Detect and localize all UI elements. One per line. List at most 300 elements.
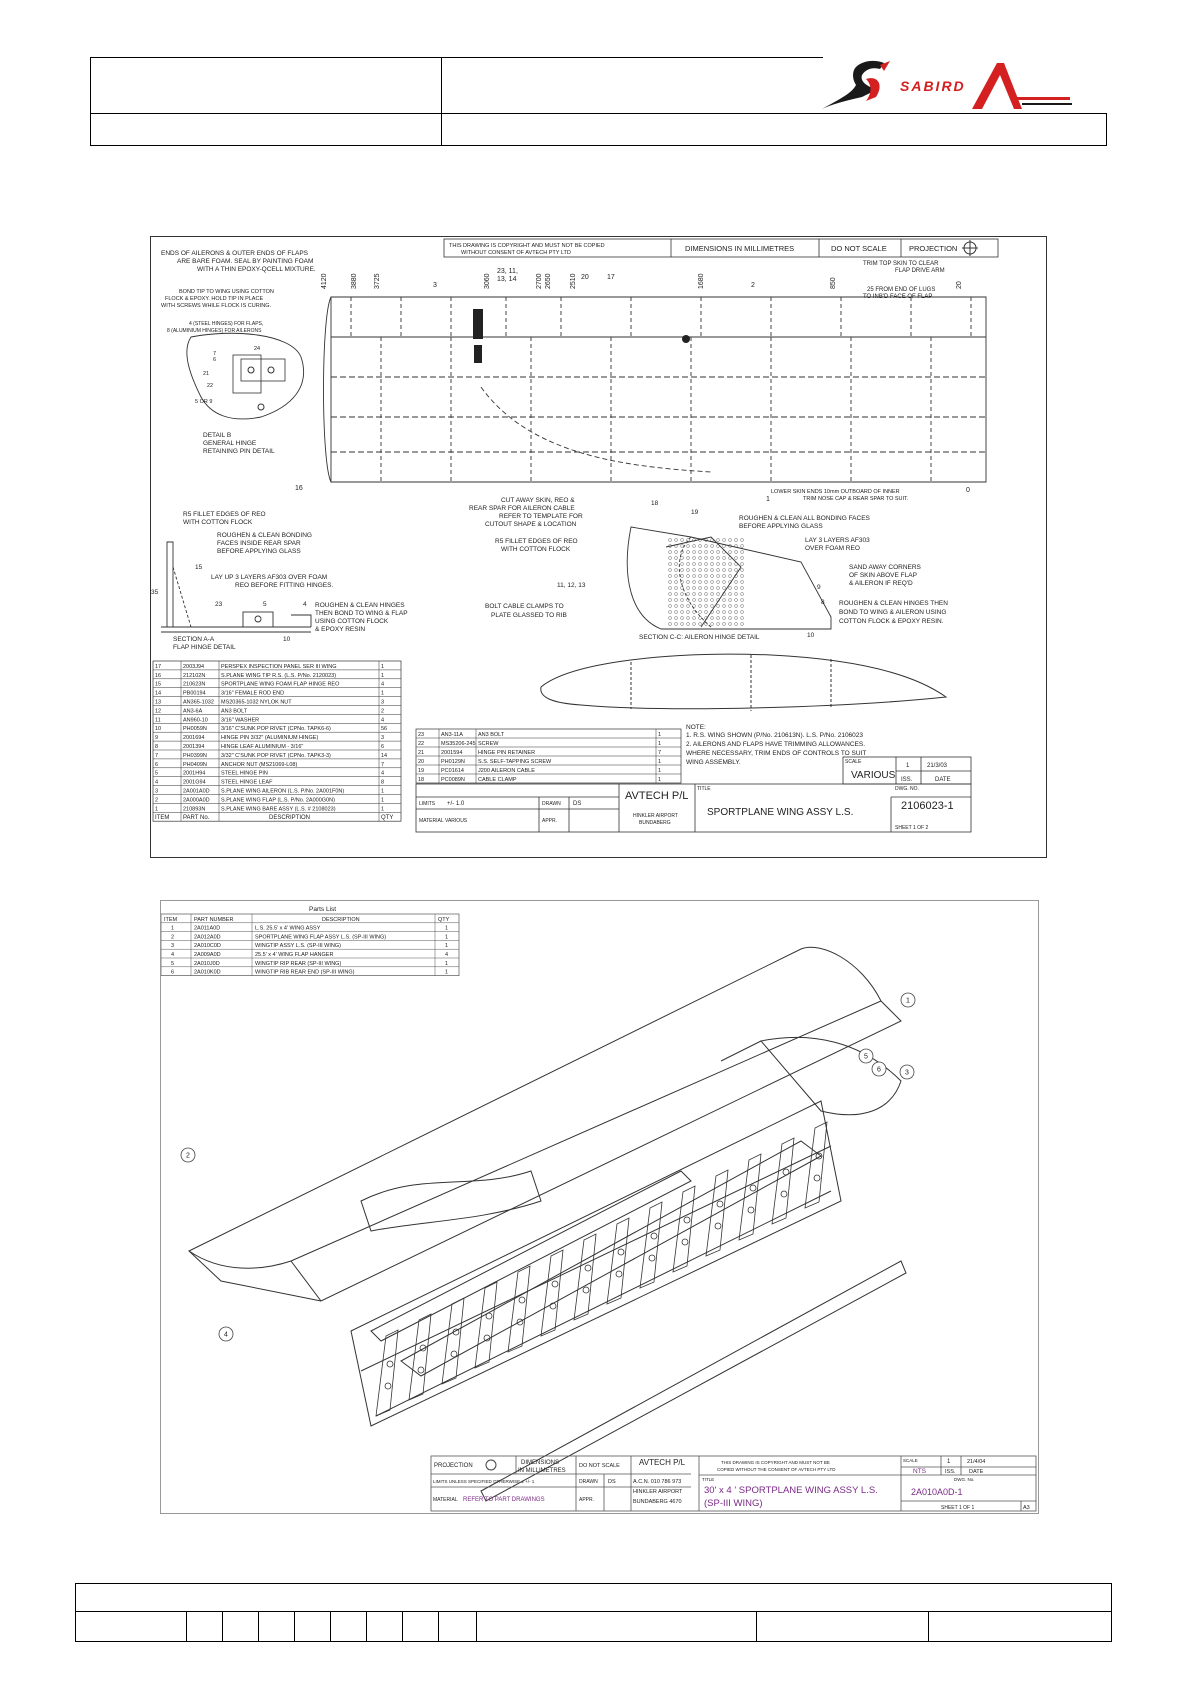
section-cc-label: 9 — [817, 584, 821, 591]
footer-cell-divider — [476, 1612, 477, 1641]
parts-cell: 13 — [155, 699, 162, 706]
note-line: WHERE NECESSARY, TRIM ENDS OF CONTROLS TO SUIT — [686, 750, 867, 757]
parts-cell: 4 — [381, 717, 385, 724]
tb-title: 30' x 4 ' SPORTPLANE WING ASSY L.S. — [704, 1485, 878, 1496]
header-divider — [441, 58, 442, 145]
tb-company: AVTECH P/L — [625, 790, 689, 802]
footer-cell-divider — [366, 1612, 367, 1641]
tb-sheet: SHEET 1 OF 1 — [941, 1505, 975, 1511]
parts-list-title: Parts List — [309, 906, 337, 913]
footer-cell-divider — [928, 1612, 929, 1641]
parts-header-cell: DESCRIPTION — [322, 916, 360, 923]
hinge-marker — [682, 335, 690, 343]
callout-number: 3 — [433, 282, 437, 289]
lightening-hole — [385, 1383, 391, 1389]
note-bond-tip: BOND TIP TO WING USING COTTON — [179, 289, 274, 295]
tb-material: REFER TO PART DRAWINGS — [463, 1497, 545, 1503]
section-cc-note: REAR SPAR FOR AILERON CABLE — [469, 505, 575, 512]
parts-header-cell: QTY — [438, 916, 450, 923]
parts-cell: 22 — [418, 741, 425, 747]
section-aa-note: FACES INSIDE REAR SPAR — [217, 540, 301, 547]
parts-cell: 21 — [418, 750, 425, 756]
parts-cell: STEEL HINGE PIN — [221, 770, 268, 777]
tb-limits: LIMITS UNLESS SPECIFIED OTHERWISE ± +/- 1 — [433, 1479, 535, 1484]
section-aa-note: WITH COTTON FLOCK — [183, 519, 253, 526]
parts-cell: 3 — [171, 943, 175, 950]
section-cc-note: WITH COTTON FLOCK — [501, 546, 571, 553]
tb-label: ISS. — [901, 777, 913, 783]
parts-cell: WINGTIP RIB REAR END (SP-III WING) — [255, 969, 355, 976]
parts-cell: 4 — [381, 770, 385, 777]
parts-cell: 1 — [381, 797, 385, 804]
parts-cell: 2003J94 — [183, 663, 205, 670]
note-ends-ailerons: WITH A THIN EPOXY-QCELL MIXTURE. — [197, 266, 316, 273]
parts-cell: 1 — [381, 672, 385, 679]
parts-cell: 1 — [445, 934, 449, 941]
parts-cell: 2001G94 — [183, 779, 206, 786]
tb-label: LIMITS — [419, 801, 436, 807]
tb-scale: VARIOUS — [851, 770, 896, 781]
parts-cell: PH0399N — [183, 752, 207, 759]
parts-cell: 1 — [381, 663, 385, 670]
parts-cell: 4 — [445, 952, 449, 958]
parts-cell: 2A000A0D — [183, 797, 210, 804]
section-aa-note: & EPOXY RESIN — [315, 626, 366, 633]
dimension-value: 2650 — [545, 273, 552, 289]
parts-cell: WINGTIP RIP REAR (SP-III WING) — [255, 960, 342, 967]
lightening-hole — [649, 1255, 655, 1261]
section-cc-note: & AILERON IF REQ'D — [849, 580, 913, 587]
dimension-value: 1680 — [698, 273, 705, 289]
parts-header-cell: QTY — [381, 815, 394, 822]
tb-label: SCALE — [845, 759, 862, 765]
parts-cell: 20 — [418, 759, 425, 765]
tb-limits: +/- 1.0 — [447, 801, 465, 807]
lightening-hole — [748, 1207, 754, 1213]
parts-cell: S.S. SELF-TAPPING SCREW — [478, 759, 552, 765]
parts-header-cell: ITEM — [164, 916, 178, 923]
tb-label: MATERIAL — [419, 818, 444, 824]
parts-cell: 56 — [381, 726, 388, 733]
callout-number: 2 — [751, 282, 755, 289]
note-bond-tip: FLOCK & EPOXY. HOLD TIP IN PLACE — [165, 296, 264, 302]
copyright-line: THIS DRAWING IS COPYRIGHT AND MUST NOT BE COPIED — [449, 243, 605, 249]
parts-cell: 1 — [171, 925, 175, 932]
lightening-hole — [715, 1223, 721, 1229]
parts-list-table — [153, 661, 401, 821]
balloon-number: 5 — [864, 1053, 868, 1061]
tb-label: MATERIAL — [433, 1497, 458, 1503]
parts-cell: 1 — [445, 969, 449, 976]
section-cc-note: CUT AWAY SKIN, REO & — [501, 497, 575, 504]
lightening-hole — [717, 1201, 723, 1207]
parts-cell: HINGE PIN RETAINER — [478, 750, 536, 756]
section-cc-note: BOLT CABLE CLAMPS TO — [485, 603, 564, 610]
tb-label: TITLE — [702, 1477, 715, 1482]
parts-header-cell: ITEM — [155, 815, 170, 822]
section-aa-label: 15 — [195, 564, 203, 571]
note-hinges: 4 (STEEL HINGES) FOR FLAPS, — [189, 321, 264, 327]
tb-label: DWG. No. — [954, 1477, 975, 1482]
balloon-number: 1 — [906, 997, 910, 1005]
parts-cell: 210623N — [183, 681, 206, 688]
parts-cell: 2A012A0D — [194, 934, 221, 941]
parts-cell: 3 — [381, 735, 385, 742]
lightening-hole — [486, 1313, 492, 1319]
hinge-marker — [473, 309, 483, 339]
parts-list-table-3 — [161, 914, 459, 976]
tb-address: BUNDABERG — [639, 820, 671, 826]
parts-cell: 10 — [155, 726, 162, 733]
note-lower-skin: LOWER SKIN ENDS 10mm OUTBOARD OF INNER — [771, 489, 900, 495]
tb-company: AVTECH P/L — [639, 1458, 686, 1467]
parts-cell: 8 — [381, 779, 385, 786]
callout-number: 1 — [766, 496, 770, 503]
section-cc-label: 11, 12, 13 — [557, 582, 586, 589]
company-logo — [822, 57, 1082, 115]
engineering-drawing-wing-assy — [150, 236, 1047, 858]
logo-underline-2 — [1022, 103, 1072, 105]
lightening-hole — [682, 1239, 688, 1245]
footer-cell-divider — [186, 1612, 187, 1641]
tb-drawn: DS — [608, 1479, 616, 1485]
footer-divider — [76, 1611, 1111, 1612]
balloon-number: 2 — [186, 1152, 190, 1160]
parts-cell: 1 — [381, 788, 385, 795]
section-aa-note: BEFORE APPLYING GLASS — [217, 548, 301, 555]
parts-cell: PERSPEX INSPECTION PANEL SER III WING — [221, 663, 337, 670]
parts-cell: 6 — [381, 744, 385, 750]
section-cc-note: COTTON FLOCK & EPOXY RESIN. — [839, 618, 944, 625]
parts-cell: PH0059N — [183, 726, 207, 733]
wing-isometric — [189, 947, 906, 1501]
section-cc-note: BOND TO WING & AILERON USING — [839, 609, 947, 616]
dimension-value: 2510 — [570, 273, 577, 289]
section-cc-note: SAND AWAY CORNERS — [849, 564, 921, 571]
note-line: 2. AILERONS AND FLAPS HAVE TRIMMING ALLOWANCES. — [686, 741, 866, 748]
parts-cell: 1 — [658, 777, 662, 783]
document-footer-table — [75, 1583, 1112, 1642]
section-cc-note: ROUGHEN & CLEAN HINGES THEN — [839, 600, 948, 607]
parts-cell: S.PLANE WING AILERON (L.S. P/No. 2A001F0N) — [221, 788, 345, 795]
parts-cell: AN3 BOLT — [221, 708, 248, 715]
drawing-1-canvas — [151, 237, 1046, 857]
parts-cell: 1 — [658, 741, 662, 747]
tb-title: SPORTPLANE WING ASSY L.S. — [707, 807, 854, 818]
note-lugs: 25 FROM END OF LUGS — [867, 287, 936, 293]
parts-cell: 18 — [418, 777, 425, 783]
parts-cell: 2A009A0D — [194, 952, 221, 958]
parts-cell: 7 — [381, 761, 385, 768]
parts-cell: MS20365-1032 NYLOK NUT — [221, 699, 292, 706]
parts-cell: L.S. 25.5' x 4' WING ASSY — [255, 925, 321, 932]
engineering-drawing-isometric — [160, 900, 1039, 1514]
section-aa-label: 35 — [151, 589, 159, 596]
footer-cell-divider — [402, 1612, 403, 1641]
rib — [607, 1218, 629, 1304]
parts-cell: 2 — [155, 797, 159, 804]
lightening-hole — [618, 1249, 624, 1255]
tb-address: HINKLER AIRPORT — [633, 1489, 683, 1495]
parts-cell: STEEL HINGE LEAF — [221, 779, 273, 786]
section-cc-note: OF SKIN ABOVE FLAP — [849, 572, 917, 579]
parts-cell: 19 — [418, 768, 425, 774]
tb-label: DWG. NO. — [895, 786, 919, 792]
note-hinges: 8 (ALUMINIUM HINGES) FOR AILERONS — [167, 328, 262, 334]
parts-cell: ANCHOR NUT (MS21069-L08) — [221, 761, 298, 768]
tb-title: (SP-III WING) — [704, 1498, 763, 1509]
balloon-number: 4 — [224, 1331, 228, 1339]
parts-cell: AN3-6A — [183, 708, 203, 715]
section-aa-title: FLAP HINGE DETAIL — [173, 644, 236, 651]
lightening-hole — [651, 1233, 657, 1239]
logo-letter-a — [972, 63, 1022, 109]
tb-iss: 1 — [947, 1459, 951, 1465]
parts-cell: CABLE CLAMP — [478, 777, 517, 783]
foam-reo-hatch — [666, 537, 746, 627]
section-cc-label: 18 — [651, 500, 659, 507]
parts-cell: 1 — [658, 732, 662, 738]
parts-cell: PC0089N — [441, 777, 465, 783]
hinge-marker — [474, 345, 482, 363]
drawing-2-canvas — [161, 901, 1038, 1513]
parts-cell: SPORTPLANE WING FLAP ASSY L.S. (SP-III WING) — [255, 934, 387, 941]
parts-cell: 8 — [155, 744, 159, 750]
tb-label: DATE — [969, 1469, 984, 1475]
parts-cell: 7 — [155, 752, 159, 759]
lightening-hole — [781, 1191, 787, 1197]
callout-number: 23, 11, — [497, 268, 518, 275]
section-cc-label: 19 — [691, 509, 699, 516]
tb-dimensions: DIMENSIONS — [521, 1460, 560, 1466]
parts-cell: PH0409N — [183, 761, 207, 768]
aerofoil-profile — [541, 654, 946, 709]
rib — [508, 1266, 530, 1352]
parts-cell: PB00194 — [183, 690, 206, 697]
parts-cell: 3/16" FEMALE ROD END — [221, 690, 285, 697]
note-ends-ailerons: ENDS OF AILERONS & OUTER ENDS OF FLAPS — [161, 250, 309, 257]
parts-cell: 14 — [155, 690, 162, 697]
section-aa-note: LAY UP 3 LAYERS AF303 OVER FOAM — [211, 574, 328, 581]
logo-wordmark: SABIRD — [900, 78, 966, 94]
callout-number: 0 — [966, 487, 970, 494]
detail-b-title: DETAIL B — [203, 432, 232, 439]
tb-copyright: THIS DRAWING IS COPYRIGHT AND MUST NOT BE — [721, 1460, 830, 1465]
section-aa-label: 4 — [303, 601, 307, 608]
section-aa-note: REO BEFORE FITTING HINGES. — [235, 582, 334, 589]
tb-label: TITLE — [697, 786, 711, 792]
detail-b-label: 6 — [213, 357, 217, 363]
parts-cell: 2 — [381, 708, 385, 715]
tb-date: 21/4/04 — [967, 1459, 986, 1465]
parts-cell: AN960-10 — [183, 717, 208, 724]
tb-iss: 1 — [906, 763, 910, 769]
note-lower-skin: TRIM NOSE CAP & REAR SPAR TO SUIT. — [803, 496, 909, 502]
parts-cell: HINGE LEAF ALUMINIUM - 3/16" — [221, 744, 304, 750]
parts-cell: WINGTIP ASSY L.S. (SP-III WING) — [255, 943, 341, 950]
parts-cell: PH0129N — [441, 759, 465, 765]
tb-label: DRAWN — [542, 801, 561, 807]
lightening-hole — [814, 1175, 820, 1181]
section-aa-note: R5 FILLET EDGES OF REO — [183, 511, 266, 518]
tb-drawing-number: 2A010A0D-1 — [911, 1487, 963, 1497]
parts-cell: 2001594 — [441, 750, 463, 756]
section-aa-title: SECTION A-A — [173, 636, 215, 643]
parts-cell: S.PLANE WING FLAP (L.S. P/No. 2A000G0N) — [221, 797, 335, 804]
parts-cell: 17 — [155, 663, 162, 670]
parts-cell: 5 — [155, 770, 159, 777]
footer-cell-divider — [294, 1612, 295, 1641]
parts-cell: 2001394 — [183, 744, 205, 750]
tb-projection: PROJECTION — [434, 1463, 473, 1469]
rib — [673, 1186, 695, 1272]
lightening-hole — [418, 1367, 424, 1373]
section-cc-note: CUTOUT SHAPE & LOCATION — [485, 521, 577, 528]
parts-cell: J200 AILERON CABLE — [478, 768, 535, 774]
detail-b-label: 7 — [213, 351, 217, 357]
detail-b-title: RETAINING PIN DETAIL — [203, 448, 275, 455]
tb-acn: A.C.N. 010 786 973 — [633, 1479, 682, 1485]
parts-header-cell: PART No. — [183, 815, 210, 822]
balloon-number: 3 — [905, 1069, 909, 1077]
section-aa-note: ROUGHEN & CLEAN BONDING — [217, 532, 312, 539]
parts-cell: 15 — [155, 681, 162, 688]
dimension-value: 2700 — [536, 273, 543, 289]
section-cc-note: BEFORE APPLYING GLASS — [739, 523, 823, 530]
copyright-line: WITHOUT CONSENT OF AVTECH PTY LTD — [461, 250, 571, 256]
section-aa-note: USING COTTON FLOCK — [315, 618, 389, 625]
parts-cell: 6 — [171, 969, 175, 976]
parts-cell: 1 — [658, 759, 662, 765]
detail-b-label: 21 — [203, 371, 210, 377]
section-cc-note: PLATE GLASSED TO RIB — [491, 612, 567, 619]
section-aa-label: 5 — [263, 601, 267, 608]
parts-cell: 212102N — [183, 672, 206, 679]
parts-cell: 4 — [381, 681, 385, 688]
callout-number: 16 — [295, 485, 303, 492]
parts-cell: 9 — [155, 735, 159, 742]
parts-cell: 2A010C0D — [194, 943, 221, 950]
parts-cell: 23 — [418, 732, 425, 738]
parts-cell: 3 — [381, 699, 385, 706]
parts-header-cell: PART NUMBER — [194, 916, 234, 923]
callout-number: 13, 14 — [497, 276, 517, 283]
tb-do-not-scale: DO NOT SCALE — [579, 1463, 620, 1469]
logo-underline — [1012, 97, 1070, 100]
rib — [409, 1314, 431, 1400]
parts-cell: 4 — [155, 779, 159, 786]
section-aa-note: THEN BOND TO WING & FLAP — [315, 610, 408, 617]
parts-cell: AN365-1032 — [183, 699, 214, 706]
parts-cell: 3 — [155, 788, 159, 795]
tb-dimensions: IN MILLIMETRES — [518, 1468, 566, 1474]
balloon-number: 6 — [877, 1066, 881, 1074]
tb-address: HINKLER AIRPORT — [633, 813, 678, 819]
section-cc-title: SECTION C-C: AILERON HINGE DETAIL — [639, 634, 760, 641]
tb-size: A3 — [1023, 1505, 1030, 1511]
parts-cell: 1 — [445, 960, 449, 967]
tb-label: ISS. — [945, 1469, 956, 1475]
section-aa-label: 10 — [283, 636, 291, 643]
parts-cell: MS35206-245 — [441, 741, 476, 747]
rib — [574, 1234, 596, 1320]
lightening-hole — [783, 1169, 789, 1175]
footer-cell-divider — [222, 1612, 223, 1641]
lightening-hole — [451, 1351, 457, 1357]
rib — [376, 1330, 398, 1416]
do-not-scale-note: DO NOT SCALE — [831, 244, 887, 253]
parts-cell: AN3-11A — [441, 732, 463, 738]
tb-date: 21/3/03 — [927, 763, 948, 769]
detail-b-label: 5 OR 9 — [195, 399, 213, 405]
tb-scale: NTS — [913, 1468, 926, 1475]
note-line: WING ASSEMBLY. — [686, 759, 741, 766]
tb-material: VARIOUS — [445, 818, 468, 824]
parts-cell: 1 — [381, 690, 385, 697]
parts-cell: 12 — [155, 708, 162, 715]
parts-cell: 1 — [445, 943, 449, 950]
detail-b-label: 22 — [207, 383, 214, 389]
lightening-hole — [684, 1217, 690, 1223]
tb-sheet: SHEET 1 OF 2 — [895, 825, 929, 831]
tb-label: DRAWN — [579, 1479, 598, 1485]
projection-label: PROJECTION — [909, 244, 958, 253]
footer-cell-divider — [258, 1612, 259, 1641]
tb-address: BUNDABERG 4670 — [633, 1499, 682, 1505]
wing-plan-view — [324, 297, 987, 482]
dimension-value: 3060 — [484, 273, 491, 289]
note-ends-ailerons: ARE BARE FOAM. SEAL BY PAINTING FOAM — [177, 258, 314, 265]
rib — [442, 1298, 464, 1384]
lightening-hole — [585, 1265, 591, 1271]
parts-cell: 1 — [445, 925, 449, 932]
parts-cell: 4 — [171, 952, 175, 958]
detail-b-title: GENERAL HINGE — [203, 440, 257, 447]
notes-title: NOTE: — [686, 724, 706, 731]
parts-cell: 16 — [155, 672, 162, 679]
note-lugs: TO INB'D FACE OF FLAP — [863, 294, 933, 300]
rib — [475, 1282, 497, 1368]
section-cc-note: ROUGHEN & CLEAN ALL BONDING FACES — [739, 515, 870, 522]
parts-cell: 3/32" C'SUNK POP RIVET (CPNo. TAPK3-3) — [221, 752, 331, 759]
lightening-hole — [583, 1287, 589, 1293]
parts-cell: 11 — [155, 717, 161, 724]
section-cc-note: OVER FOAM REO — [805, 545, 860, 552]
parts-cell: 25.5' x 4' WING FLAP HANGER — [255, 952, 334, 958]
note-trim-top: FLAP DRIVE ARM — [895, 268, 945, 274]
parts-cell: AN3 BOLT — [478, 732, 505, 738]
detail-b-label: 24 — [254, 346, 261, 352]
parts-cell: 14 — [381, 752, 388, 759]
parts-cell: HINGE PIN 3/32" (ALUMINIUM HINGE) — [221, 735, 319, 742]
rib — [541, 1250, 563, 1336]
parts-cell: 2A001A0D — [183, 788, 210, 795]
dimension-value: 3880 — [351, 273, 358, 289]
footer-cell-divider — [438, 1612, 439, 1641]
section-aa-note: ROUGHEN & CLEAN HINGES — [315, 602, 405, 609]
tb-copyright: COPIED WITHOUT THE CONSENT OF AVTECH PTY LTD — [717, 1467, 836, 1472]
parts-cell: S.PLANE WING BARE ASSY (L.S. # 2108023) — [221, 806, 336, 813]
section-cc-note: R5 FILLET EDGES OF REO — [495, 538, 578, 545]
tb-drawn: DS — [573, 801, 582, 807]
tb-label: DATE — [935, 777, 951, 783]
parts-cell: 1 — [658, 768, 662, 774]
footer-cell-divider — [330, 1612, 331, 1641]
lightening-hole — [616, 1271, 622, 1277]
parts-cell: SCREW — [478, 741, 499, 747]
parts-header-cell: DESCRIPTION — [269, 815, 311, 822]
dimension-value: 4120 — [321, 273, 328, 289]
